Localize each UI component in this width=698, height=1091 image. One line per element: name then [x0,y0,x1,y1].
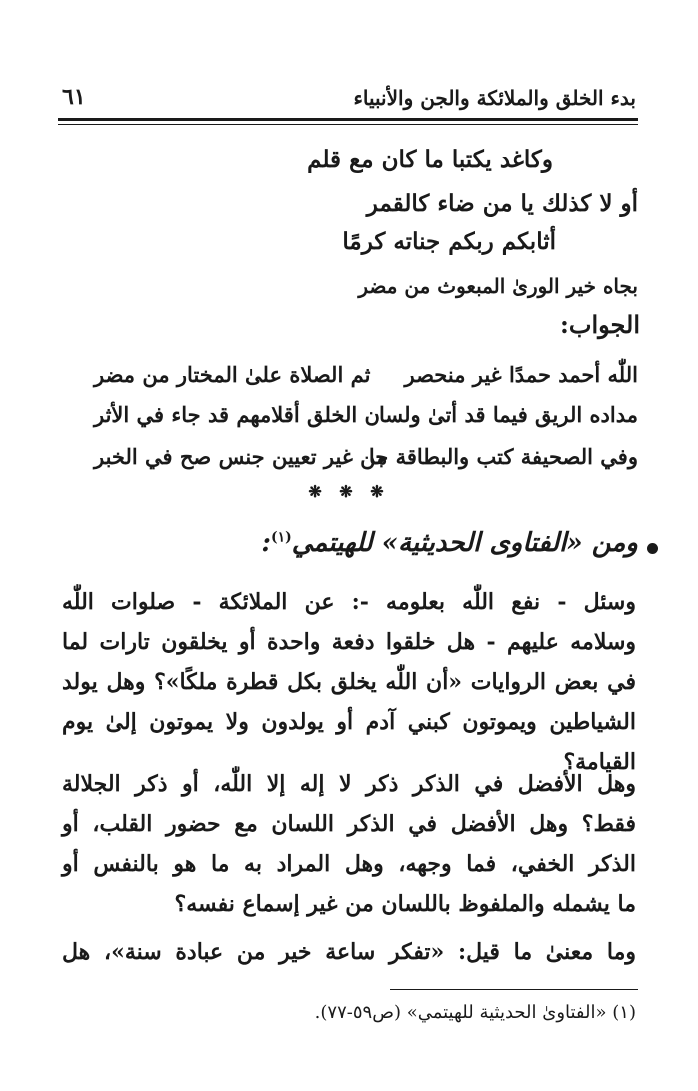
paragraph-line: ما يشمله والملفوظ باللسان من غير إسماع نفسه؟ [174,891,636,917]
paragraph-line: وسئل - نفع اللّٰه بعلومه -: عن الملائكة - صلوات اللّٰه [62,589,636,615]
paragraph-line: في بعض الروايات «أن اللّٰه يخلق بكل قطرة ملكًا»؟ وهل يولد [62,669,636,695]
verse-line-2: أو لا كذلك يا من ضاء كالقمر [366,190,638,217]
paragraph-line: الشياطين ويموتون كبني آدم أو يولدون ولا يموتون إلىٰ يوم [62,709,636,735]
paragraph-line: القيامة؟ [563,749,636,775]
section-heading-text: ومن «الفتاوى الحديثية» للهيتمي [291,528,638,558]
poem-second-hemistich: ن الخلق أقلامهم قد جاء في الأثر [94,402,380,427]
footnote: (١) «الفتاوىٰ الحديثية للهيتمي» (ص٥٩-٧٧). [314,1002,636,1023]
answer-label: الجواب: [560,310,640,339]
paragraph-question-reflection [62,932,636,972]
paragraph-line: الذكر الخفي، فما وجهه، وهل المراد به ما هو بالنفس أو [62,851,636,877]
section-heading-colon: : [261,528,271,558]
paragraph-question-angels [62,582,636,782]
header-rule-thin [58,124,638,125]
paragraph-line: وما معنىٰ ما قيل: «تفكر ساعة خير من عبادة سنة»، هل [62,939,636,965]
poem-second-hemistich: من غير تعيين جنس صح في الخبر [94,444,388,469]
header-rule-thick [58,118,638,121]
paragraph-line: فقط؟ وهل الأفضل في الذكر اللسان مع حضور القلب، أو [62,811,636,837]
poem-row [58,402,638,442]
section-heading [261,528,638,558]
footnote-separator-rule [390,989,638,990]
verse-line-1: وكاغد يكتبا ما كان مع قلم [307,146,553,173]
paragraph-question-dhikr [62,764,636,924]
poem-first-hemistich: مداده الريق فيما قد أتىٰ ولسا [378,402,638,427]
running-header-title: بدء الخلق والملائكة والجن والأنبياء [353,86,636,110]
poem-first-hemistich: اللّٰه أحمد حمدًا غير منحصر [404,362,638,387]
poem-second-hemistich: ثم الصلاة علىٰ المختار من مضر [94,362,371,387]
page-number: ٦١ [62,84,86,110]
poem-row [58,362,638,402]
paragraph-line: وسلامه عليهم - هل خلقوا دفعة واحدة أو يخلقون تارات لما [62,629,636,655]
poem-first-hemistich: وفي الصحيفة كتب والبطاقة جا [368,444,638,469]
bullet-icon [647,543,658,554]
section-separator-stars: ❋ ❋ ❋ [308,482,390,501]
verse-line-4: بجاه خير الورىٰ المبعوث من مضر [358,274,638,298]
verse-line-3: أثابكم ربكم جناته كرمًا [342,228,556,255]
footnote-reference: (١) [270,529,292,546]
paragraph-line: وهل الأفضل في الذكر ذكر لا إله إلا اللّٰه، أو ذكر الجلالة [62,771,636,797]
poem-row [58,444,638,484]
